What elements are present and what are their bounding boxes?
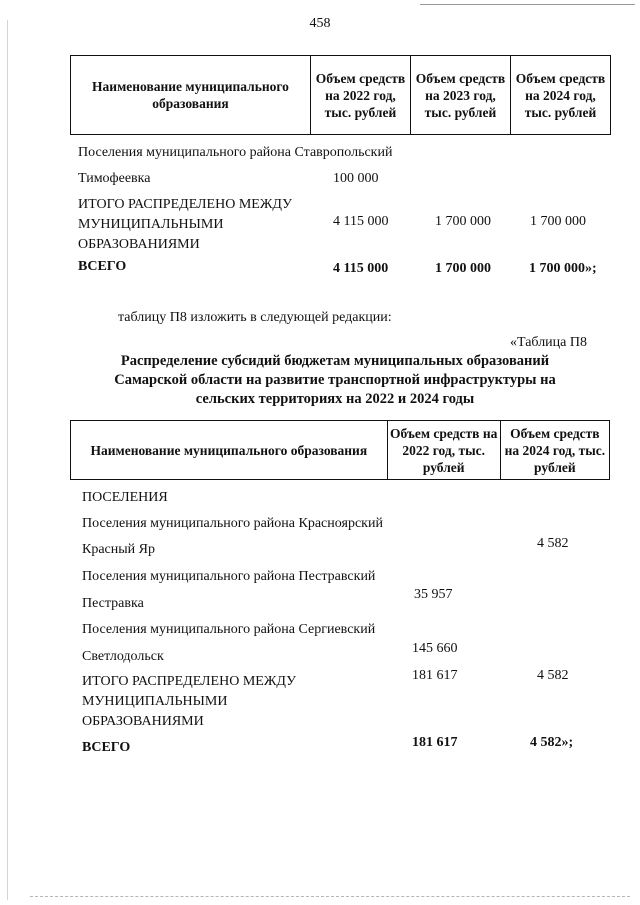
table2-header-name: Наименование муниципального образования bbox=[71, 421, 388, 480]
scan-edge-left bbox=[7, 20, 8, 900]
table2-itogo-line1: ИТОГО РАСПРЕДЕЛЕНО МЕЖДУ bbox=[82, 674, 296, 689]
table2-itogo-line3: ОБРАЗОВАНИЯМИ bbox=[82, 714, 204, 729]
instruction-text: таблицу П8 изложить в следующей редакции: bbox=[118, 310, 392, 325]
table1-header-2023: Объем средств на 2023 год, тыс. рублей bbox=[410, 56, 510, 135]
table1-vsego-label: ВСЕГО bbox=[78, 259, 127, 274]
table2-row-3-name: Светлодольск bbox=[82, 649, 164, 664]
table1-group: Поселения муниципального района Ставропольский bbox=[78, 145, 393, 160]
table2-row-1-name: Красный Яр bbox=[82, 542, 155, 557]
table1-header-2024: Объем средств на 2024 год, тыс. рублей bbox=[510, 56, 610, 135]
scan-edge-bottom bbox=[30, 896, 630, 898]
title-line-2: Самарской области на развитие транспортной инфраструктуры на bbox=[114, 372, 556, 388]
scan-edge-top bbox=[420, 4, 635, 5]
table1-itogo-2023: 1 700 000 bbox=[435, 214, 491, 229]
title-line-1: Распределение субсидий бюджетам муниципальных образований bbox=[120, 353, 550, 369]
table1-row-name: Тимофеевка bbox=[78, 171, 151, 186]
table2-vsego-2024: 4 582»; bbox=[530, 735, 574, 750]
table2-group-2: Поселения муниципального района Пестравский bbox=[82, 569, 376, 584]
table1-header-2022: Объем средств на 2022 год, тыс. рублей bbox=[310, 56, 410, 135]
table2-row-3-2022: 145 660 bbox=[412, 641, 458, 656]
table1-header bbox=[70, 55, 611, 135]
table2-header bbox=[70, 420, 610, 480]
table1-vsego-2022: 4 115 000 bbox=[333, 261, 389, 276]
table1-vsego-2024: 1 700 000»; bbox=[529, 261, 597, 276]
table2-vsego-2022: 181 617 bbox=[412, 735, 458, 750]
table2-vsego-label: ВСЕГО bbox=[82, 740, 131, 755]
table2-section: ПОСЕЛЕНИЯ bbox=[82, 490, 168, 505]
table2-itogo-line2: МУНИЦИПАЛЬНЫМИ bbox=[82, 694, 228, 709]
table2-group-1: Поселения муниципального района Красноярский bbox=[82, 516, 383, 531]
table2-row-1-2024: 4 582 bbox=[537, 536, 569, 551]
table1-row-2022: 100 000 bbox=[333, 171, 379, 186]
table1-itogo-2022: 4 115 000 bbox=[333, 214, 389, 229]
page-number: 458 bbox=[309, 16, 331, 31]
table2-row-2-name: Пестравка bbox=[82, 596, 144, 611]
table1-itogo-2024: 1 700 000 bbox=[530, 214, 586, 229]
table1-itogo-line2: МУНИЦИПАЛЬНЫМИ bbox=[78, 217, 224, 232]
table2-header-2024: Объем средств на 2024 год, тыс. рублей bbox=[500, 421, 609, 480]
table1-header-name: Наименование муниципального образования bbox=[71, 56, 311, 135]
table1-itogo-line1: ИТОГО РАСПРЕДЕЛЕНО МЕЖДУ bbox=[78, 197, 292, 212]
title-line-3: сельских территориях на 2022 и 2024 годы bbox=[195, 391, 475, 407]
table-reference: «Таблица П8 bbox=[510, 335, 587, 350]
table1-itogo-line3: ОБРАЗОВАНИЯМИ bbox=[78, 237, 200, 252]
table2-row-2-2022: 35 957 bbox=[414, 587, 453, 602]
table2-group-3: Поселения муниципального района Сергиевский bbox=[82, 622, 376, 637]
table2-itogo-2024: 4 582 bbox=[537, 668, 569, 683]
table1-vsego-2023: 1 700 000 bbox=[435, 261, 491, 276]
table2-header-2022: Объем средств на 2022 год, тыс. рублей bbox=[387, 421, 500, 480]
table2-itogo-2022: 181 617 bbox=[412, 668, 458, 683]
